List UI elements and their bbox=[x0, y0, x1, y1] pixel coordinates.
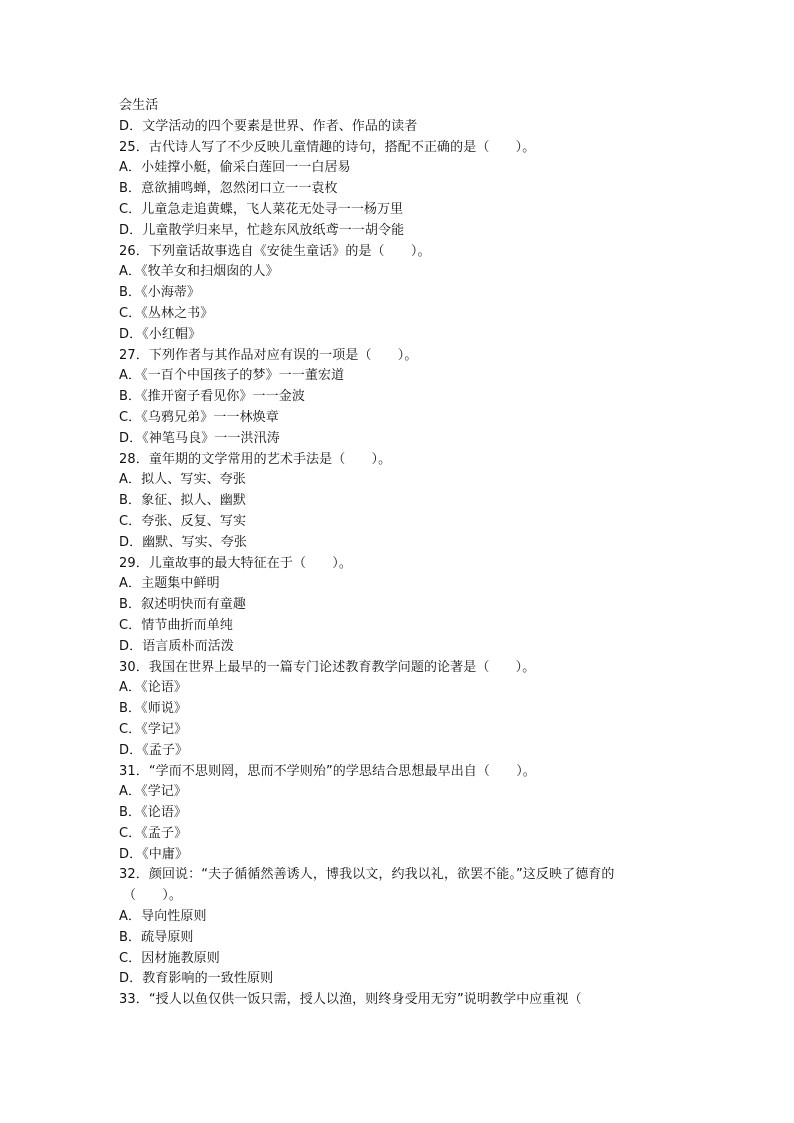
option-d: D．《中庸》 bbox=[119, 846, 189, 862]
option-c: C．《学记》 bbox=[119, 721, 188, 737]
question-26: 26．下列童话故事选自《安徒生童话》的是（ ）。 bbox=[119, 243, 431, 259]
option-d: D．《小红帽》 bbox=[119, 326, 202, 342]
option-a: A．主题集中鲜明 bbox=[119, 576, 220, 592]
option-b: B．疏导原则 bbox=[119, 929, 194, 945]
option-b: B．《推开窗子看见你》一一金波 bbox=[119, 389, 305, 405]
option-c: C．《丛林之书》 bbox=[119, 305, 214, 321]
question-28: 28．童年期的文学常用的艺术手法是（ ）。 bbox=[119, 451, 392, 467]
question-27: 27．下列作者与其作品对应有误的一项是（ ）。 bbox=[119, 347, 418, 363]
document-page bbox=[119, 96, 679, 1011]
text-line: 会生活 bbox=[119, 98, 159, 113]
option-a: A．导向性原则 bbox=[119, 909, 207, 925]
question-30: 30．我国在世界上最早的一篇专门论述教育教学问题的论著是（ ）。 bbox=[119, 659, 536, 675]
option-c: C．因材施教原则 bbox=[119, 950, 220, 966]
option-a: A．《学记》 bbox=[119, 784, 187, 800]
option-d: D．幽默、写实、夸张 bbox=[119, 534, 248, 550]
option-a: A．《一百个中国孩子的梦》一一董宏道 bbox=[119, 368, 345, 384]
option-d: D．《神笔马良》一一洪汛涛 bbox=[119, 430, 280, 446]
question-33: 33．“授人以鱼仅供一饭只需，授人以渔，则终身受用无穷”说明教学中应重视（ bbox=[119, 992, 582, 1008]
question-25: 25．古代诗人写了不少反映儿童情趣的诗句，搭配不正确的是（ ）。 bbox=[119, 139, 536, 155]
option-c: C．儿童急走追黄蝶，飞人菜花无处寻一一杨万里 bbox=[119, 201, 404, 217]
option-b: B．叙述明快而有童趣 bbox=[119, 597, 246, 613]
question-29: 29．儿童故事的最大特征在于（ ）。 bbox=[119, 555, 352, 571]
option-c: C．情节曲折而单纯 bbox=[119, 617, 233, 633]
option-c: C．《乌鸦兄弟》一一林焕章 bbox=[119, 409, 279, 425]
option-a: A．《论语》 bbox=[119, 680, 187, 696]
option-d: D．教育影响的一致性原则 bbox=[119, 971, 274, 987]
option-c: C．《孟子》 bbox=[119, 825, 188, 841]
text-line: D．文学活动的四个要素是世界、作者、作品的读者 bbox=[119, 118, 418, 134]
option-b: B．《小海蒂》 bbox=[119, 285, 201, 301]
option-d: D．儿童散学归来早，忙趁东风放纸鸢一一胡令能 bbox=[119, 222, 405, 238]
option-d: D．《孟子》 bbox=[119, 742, 189, 758]
option-b: B．意欲捕鸣蝉，忽然闭口立一一袁枚 bbox=[119, 181, 338, 197]
question-32: 32．颜回说：“夫子循循然善诱人，博我以文，约我以礼，欲罢不能。”这反映了德育的 bbox=[119, 867, 615, 883]
option-b: B．《论语》 bbox=[119, 805, 188, 821]
question-32-continuation: （ ）。 bbox=[123, 888, 183, 904]
question-31: 31．“学而不思则罔，思而不学则殆”的学思结合思想最早出自（ ）。 bbox=[119, 763, 536, 779]
option-a: A．《牧羊女和扫烟囱的人》 bbox=[119, 264, 279, 280]
option-a: A．拟人、写实、夸张 bbox=[119, 472, 246, 488]
option-c: C．夸张、反复、写实 bbox=[119, 513, 247, 529]
option-a: A．小娃撑小艇，偷采白莲回一一白居易 bbox=[119, 160, 351, 176]
option-d: D．语言质朴而活泼 bbox=[119, 638, 234, 654]
option-b: B．《师说》 bbox=[119, 701, 188, 717]
option-b: B．象征、拟人、幽默 bbox=[119, 493, 246, 509]
